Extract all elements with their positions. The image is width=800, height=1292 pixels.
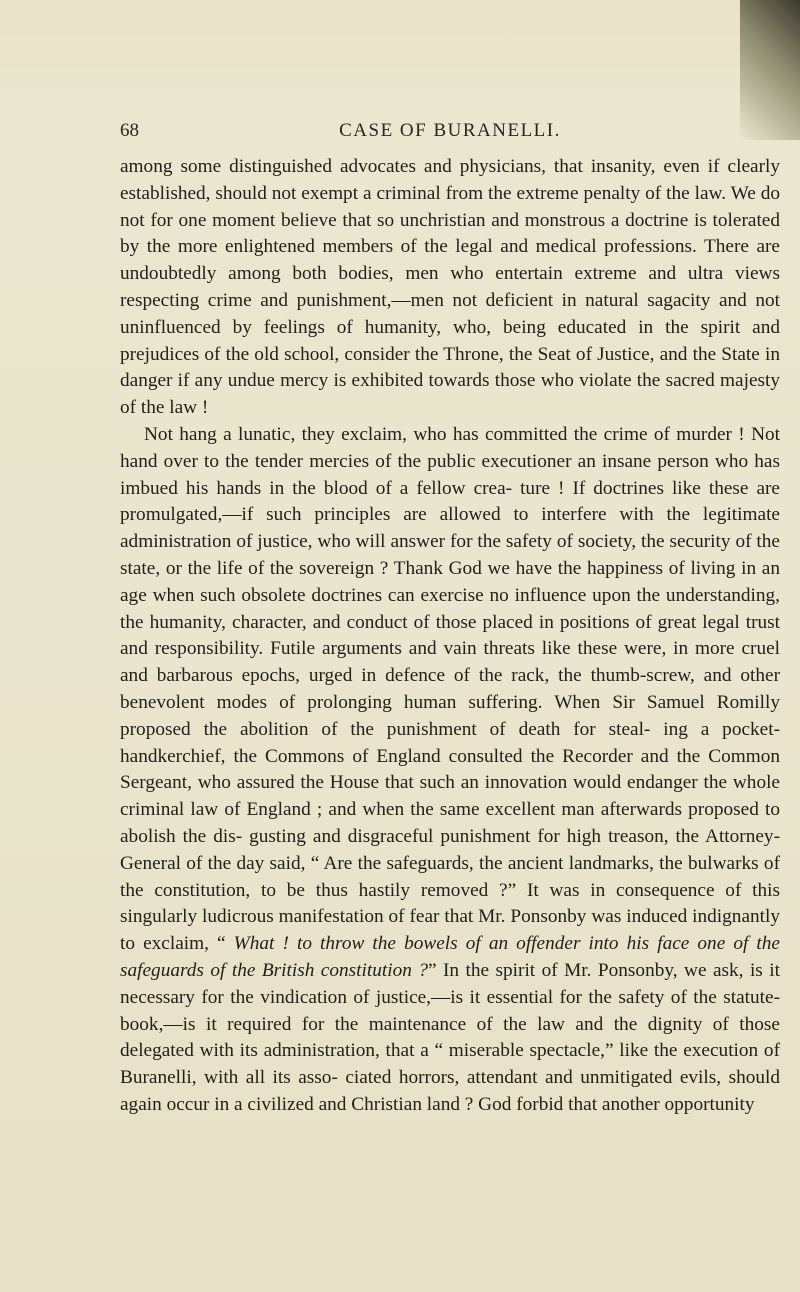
page-header [120,120,780,146]
page-number: 68 [120,120,139,141]
paragraph-1: among some distinguished advocates and physicians, that insanity, even if clearly established, should not exempt a criminal from the extreme penalty of the law. We do not for one moment believe that so unchristian and monstrous a doctrine is tolerated by the more enlightened members of the legal and medical professions. There are undoubtedly among both bodies, men who entertain extreme and ultra views respecting crime and punishment,—men not deficient in natural sagacity and not uninfluenced by feelings of humanity, who, being educated in the spirit and prejudices of the old school, consider the Throne, the Seat of Justice, and the State in danger if any undue mercy is exhibited towards those who violate the sacred majesty of the law ! [120,156,780,419]
paragraph-2-italic-quote: What ! to throw the bowels of an offender into his face one of the safeguards of the British constitution ? [120,933,780,981]
running-title: CASE OF BURANELLI. [339,120,561,141]
page-shadow-edge [740,0,800,140]
body-text [120,154,780,1119]
paragraph-2 [120,422,780,1119]
paragraph-2-part-b: ” In the spirit of Mr. Ponsonby, we ask, is it necessary for the vindication of justice,—is it essential for the safety of the statute-book,—is it required for the maintenance of the law and the dignity of those delegated with its administration, that a “ miserable spectacle,” like the execution of Buranelli, with all its asso- ciated horrors, attendant and unmitigated evils, should again occur in a civilized and Christian land ? God forbid that another opportunity [120,959,780,1115]
paragraph-2-part-a: Not hang a lunatic, they exclaim, who has committed the crime of murder ! Not hand over to the tender mercies of the public executioner an insane person who has imbued his hands in the blood of a fellow crea- ture ! If doctrines like these are promulgated,—if such principles are allowed to interfere with the legitimate administration of justice, who will answer for the safety of society, the security of the state, or the life of the sovereign ? Thank God we have the happiness of living in an age when such obsolete doctrines can exercise no influence upon the understanding, the humanity, character, and conduct of those placed in positions of great legal trust and responsibility. Futile arguments and vain threats like these were, in more cruel and barbarous epochs, urged in defence of the rack, the thumb-screw, and other benevolent modes of prolonging human suffering. When Sir Samuel Romilly proposed the abolition of the punishment of death for steal- ing a pocket-handkerchief, the Commons of England consulted the Recorder and the Common Sergeant, who assured the House that such an innovation would endanger the whole criminal law of England ; and when the same excellent man afterwards proposed to abolish the dis- gusting and disgraceful punishment for high treason, the Attorney- General of the day said, “ Are the safeguards, the ancient landmarks, the bulwarks of the constitution, to be thus hastily removed ?” It was in consequence of this singularly ludicrous manifestation of fear that Mr. Ponsonby was induced indignantly to exclaim, “ [120,423,780,955]
